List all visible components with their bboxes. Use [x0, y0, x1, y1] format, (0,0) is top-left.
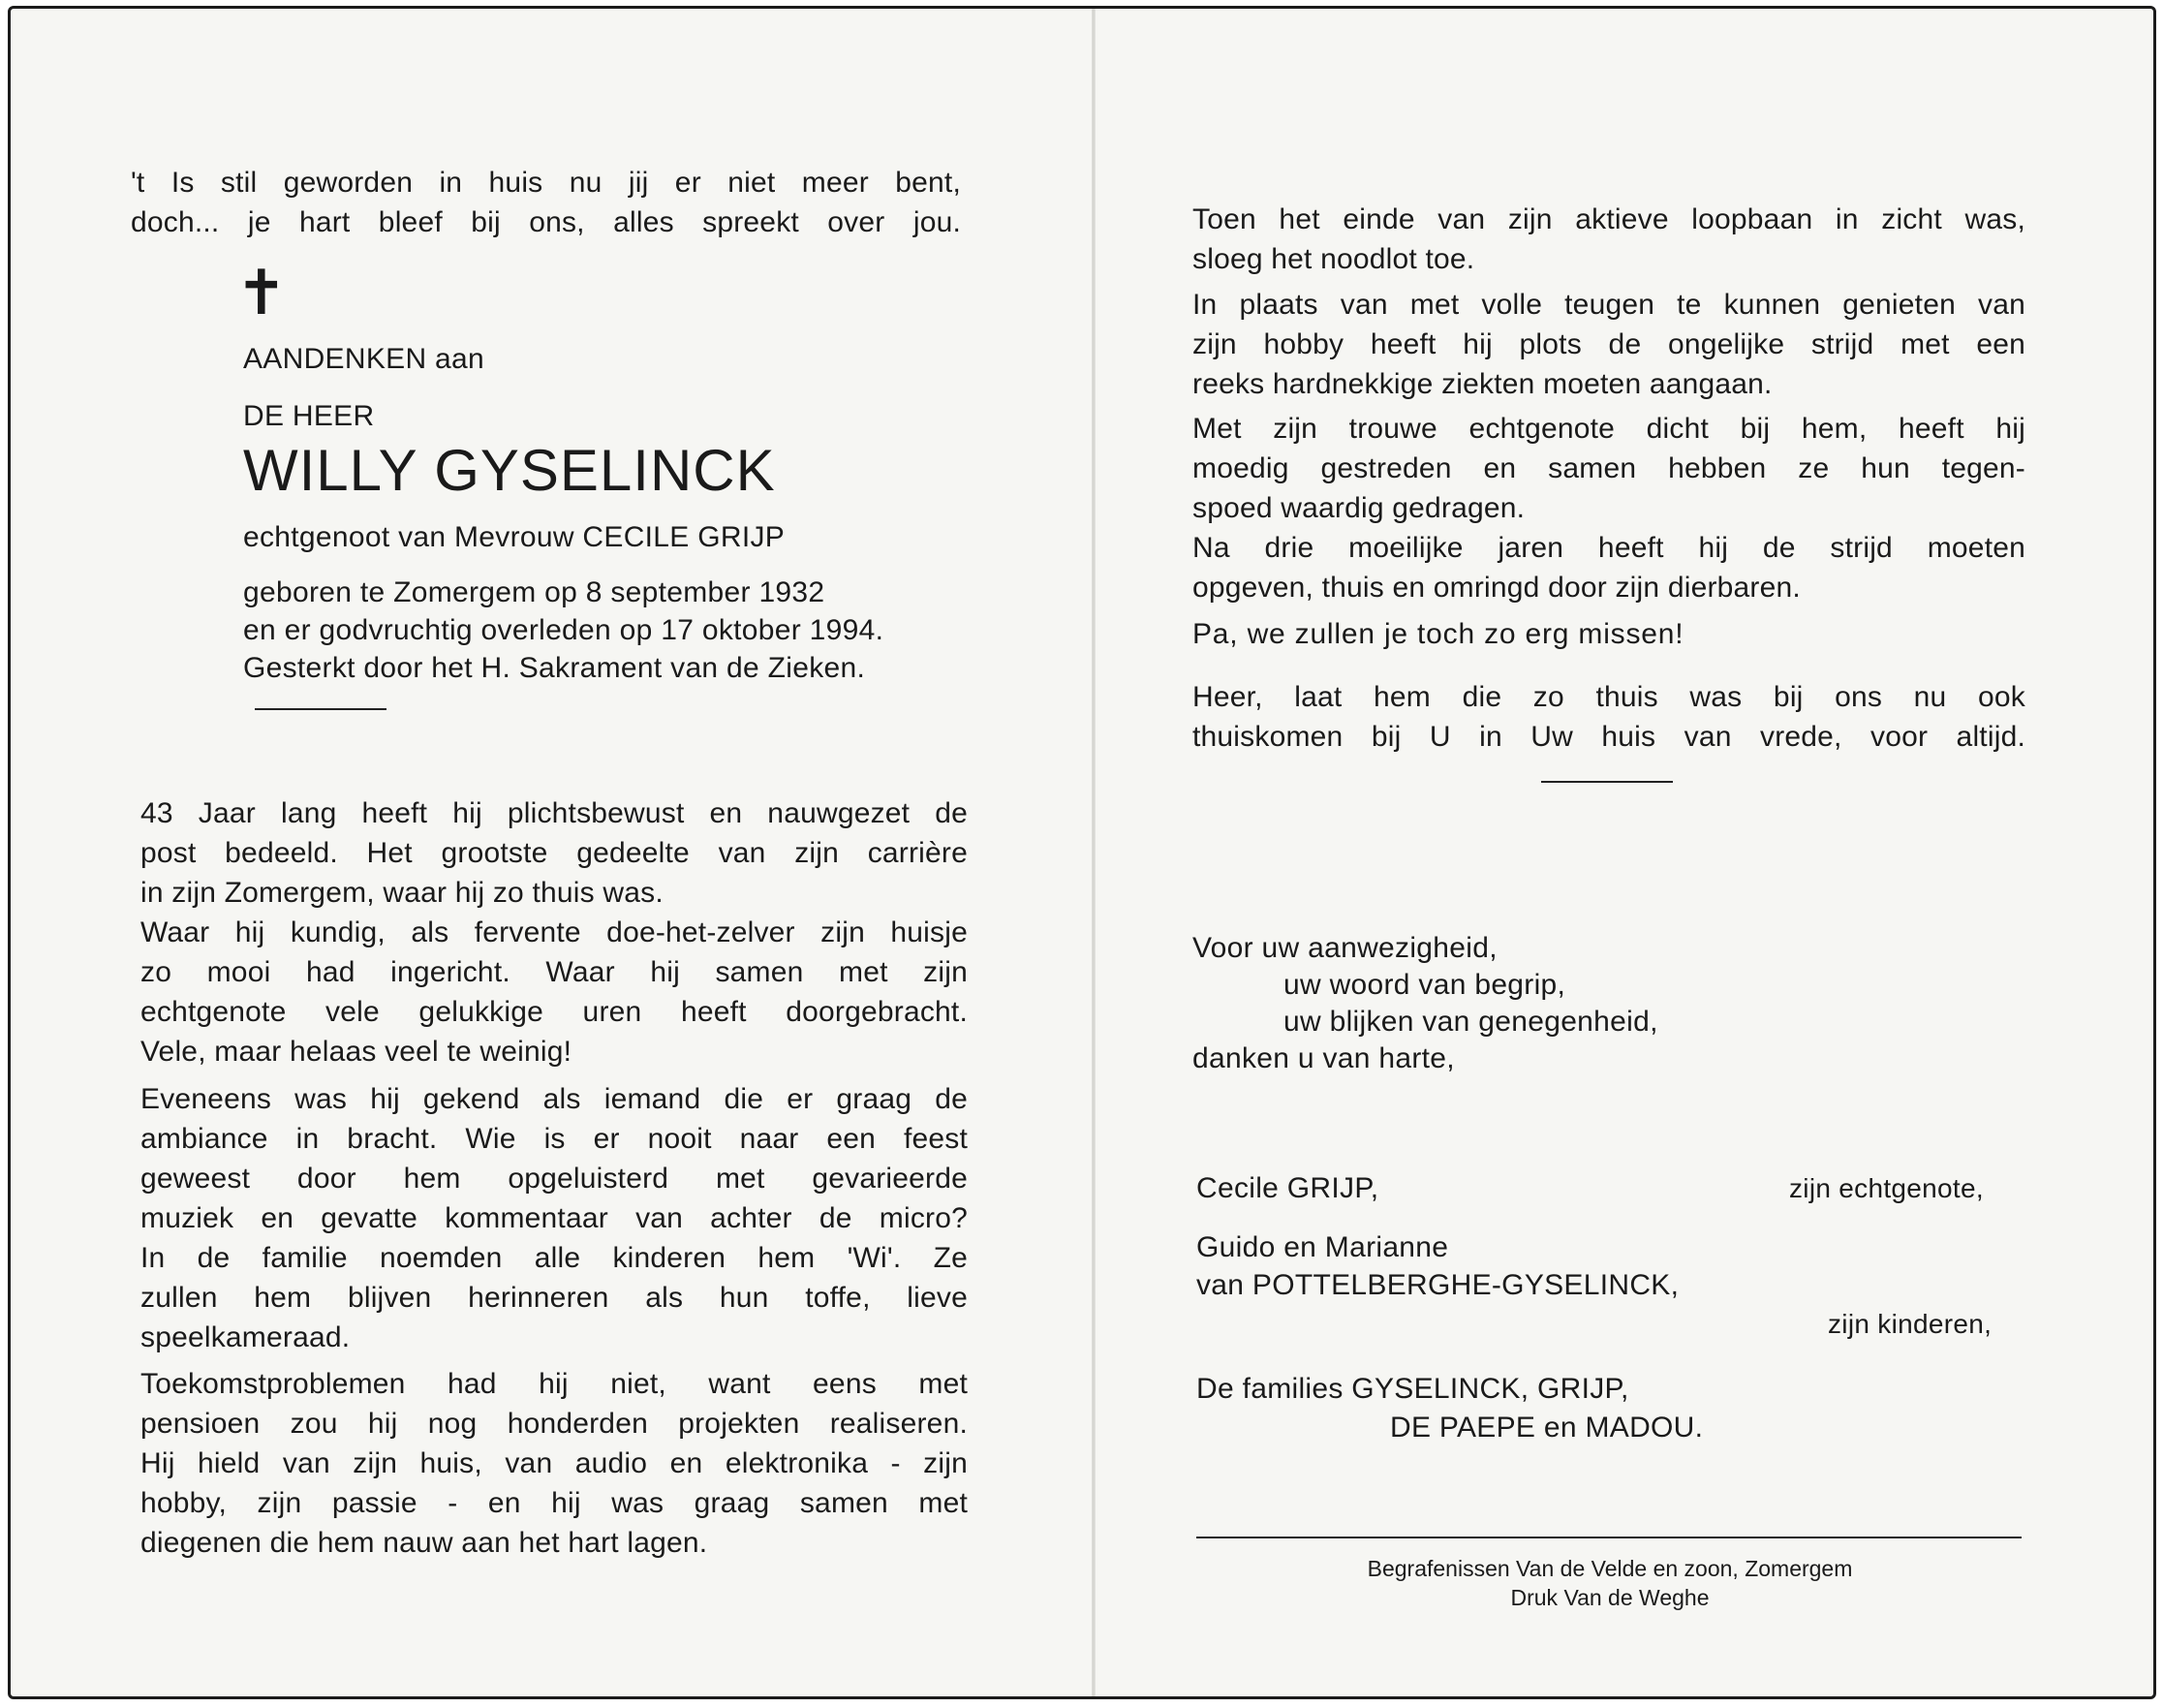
text-line: Met zijn trouwe echtgenote dicht bij hem, heeft hij — [1192, 413, 2025, 445]
thanks-line: danken u van harte, — [1192, 1042, 1455, 1074]
thanks-line: uw woord van begrip, — [1283, 969, 1566, 1001]
text-line: speelkameraad. — [140, 1321, 351, 1353]
death-line: en er godvruchtig overleden op 17 oktober 1994. — [243, 614, 884, 646]
text-line: zullen hem blijven herinneren als hun toffe, lieve — [140, 1282, 968, 1314]
text-line: Eveneens was hij gekend als iemand die er graag de — [140, 1083, 968, 1115]
text-line: spoed waardig gedragen. — [1192, 492, 1526, 524]
families-line: DE PAEPE en MADOU. — [1390, 1412, 1704, 1444]
thanks-line: Voor uw aanwezigheid, — [1192, 932, 1498, 964]
text-line: sloeg het noodlot toe. — [1192, 243, 1475, 275]
text-line: 43 Jaar lang heeft hij plichtsbewust en nauwgezet de — [140, 797, 968, 829]
text-line: geweest door hem opgeluisterd met gevarieerde — [140, 1163, 968, 1195]
print-shop: Druk Van de Weghe — [1510, 1585, 1710, 1610]
paragraph-career-end — [1192, 200, 2025, 279]
divider — [255, 708, 386, 710]
text-line: in zijn Zomergem, waar hij zo thuis was. — [140, 877, 664, 909]
text-line: Vele, maar helaas veel te weinig! — [140, 1036, 572, 1068]
motto — [131, 163, 961, 242]
text-line: Na drie moeilijke jaren heeft hij de strijd moeten — [1192, 532, 2025, 564]
divider — [1541, 781, 1673, 783]
motto-line: doch... je hart bleef bij ons, alles spreekt over jou. — [131, 206, 961, 238]
text-line: In plaats van met volle teugen te kunnen genieten van — [1192, 289, 2025, 321]
text-line: zijn hobby heeft hij plots de ongelijke strijd met een — [1192, 328, 2025, 360]
spouse-name: Cecile GRIJP, — [1196, 1172, 1379, 1204]
text-line: Toen het einde van zijn aktieve loopbaan in zicht was, — [1192, 203, 2025, 235]
cross-icon: ✝ — [235, 258, 288, 329]
paragraph-prayer — [1192, 677, 2025, 757]
text-line: opgeven, thuis en omringd door zijn dierbaren. — [1192, 572, 1801, 604]
footer-rule — [1196, 1537, 2022, 1538]
dates-block — [243, 574, 883, 687]
text-line: hobby, zijn passie - en hij was graag samen met — [140, 1487, 968, 1519]
children-surname: van POTTELBERGHE-GYSELINCK, — [1196, 1269, 1680, 1301]
children-role: zijn kinderen, — [1828, 1309, 1993, 1339]
birth-line: geboren te Zomergem op 8 september 1932 — [243, 576, 825, 608]
text-line: muziek en gevatte kommentaar van achter de micro? — [140, 1202, 968, 1234]
text-line: moedig gestreden en samen hebben ze hun tegen- — [1192, 452, 2025, 484]
text-line: In de familie noemden alle kinderen hem 'Wi'. Ze — [140, 1242, 968, 1274]
families-line: De families GYSELINCK, GRIJP, — [1196, 1373, 1629, 1405]
paragraph-career — [140, 793, 968, 1071]
farewell-line: Pa, we zullen je toch zo erg missen! — [1192, 618, 1684, 650]
text-line: Waar hij kundig, als fervente doe-het-zelver zijn huisje — [140, 916, 968, 948]
text-line: post bedeeld. Het grootste gedeelte van zijn carrière — [140, 837, 968, 869]
text-line: Toekomstproblemen had hij niet, want eens met — [140, 1368, 968, 1400]
text-line: Heer, laat hem die zo thuis was bij ons nu ook — [1192, 681, 2025, 713]
text-line: zo mooi had ingericht. Waar hij samen met zijn — [140, 956, 968, 988]
memorial-label: AANDENKEN aan — [243, 343, 484, 375]
thanks-line: uw blijken van genegenheid, — [1283, 1006, 1658, 1038]
title-label: DE HEER — [243, 400, 375, 432]
text-line: echtgenote vele gelukkige uren heeft doorgebracht. — [140, 996, 968, 1028]
motto-line: 't Is stil geworden in huis nu jij er niet meer bent, — [131, 167, 961, 199]
text-line: reeks hardnekkige ziekten moeten aangaan. — [1192, 368, 1773, 400]
printer-info — [1256, 1554, 1963, 1612]
paragraph-hobby — [140, 1364, 968, 1563]
text-line: Hij hield van zijn huis, van audio en elektronika - zijn — [140, 1447, 968, 1479]
memorial-card — [8, 6, 2156, 1699]
deceased-name: WILLY GYSELINCK — [243, 438, 776, 503]
paragraph-struggle — [1192, 409, 2025, 607]
sacrament-line: Gesterkt door het H. Sakrament van de Zieken. — [243, 652, 866, 684]
spouse-role: zijn echtgenote, — [1789, 1173, 1984, 1203]
text-line: ambiance in bracht. Wie is er nooit naar een feest — [140, 1123, 968, 1155]
children-names: Guido en Marianne — [1196, 1231, 1449, 1263]
paragraph-ambiance — [140, 1079, 968, 1357]
text-line: thuiskomen bij U in Uw huis van vrede, voor altijd. — [1192, 721, 2025, 753]
spouse-line: echtgenoot van Mevrouw CECILE GRIJP — [243, 521, 786, 553]
paragraph-illness — [1192, 285, 2025, 404]
text-line: diegenen die hem nauw aan het hart lagen. — [140, 1527, 708, 1559]
funeral-home: Begrafenissen Van de Velde en zoon, Zomergem — [1367, 1556, 1853, 1581]
text-line: pensioen zou hij nog honderden projekten realiseren. — [140, 1408, 968, 1440]
card-fold — [1092, 9, 1096, 1696]
